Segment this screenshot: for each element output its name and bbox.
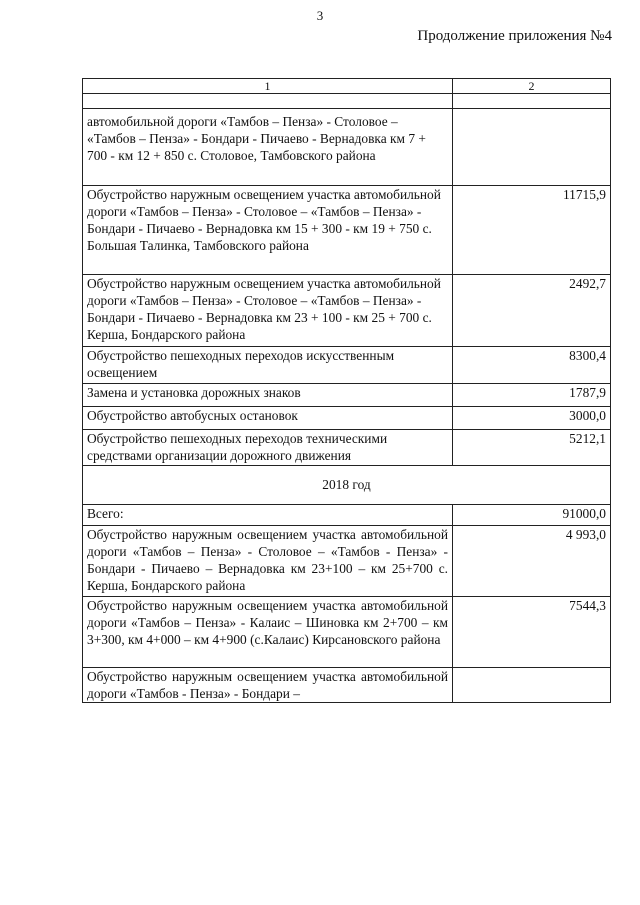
row-description: Обустройство наружным освещением участка автомобильной дороги «Тамбов – Пенза» - Столовое – «Тамбов – Пенза» - Бондари - Пичаево - Вернадовка км 23 + 100 - км 25 + 700 с. Керша, Бондарского района (83, 275, 453, 347)
table-header-row (83, 79, 611, 94)
table-row (83, 347, 611, 384)
column-header-2: 2 (453, 79, 611, 94)
row-value (453, 668, 611, 703)
row-description: Замена и установка дорожных знаков (83, 384, 453, 407)
row-description: Обустройство наружным освещением участка автомобильной дороги «Тамбов – Пенза» - Столовое – «Тамбов – Пенза» - Бондари - Пичаево - Вернадовка км 15 + 300 - км 19 + 750 с. Большая Талинка, Тамбовского района (83, 186, 453, 275)
row-value: 3000,0 (453, 407, 611, 430)
table-row (83, 407, 611, 430)
row-value: 7544,3 (453, 597, 611, 668)
row-value: 5212,1 (453, 430, 611, 466)
page-number: 3 (316, 8, 324, 23)
appendix-table (82, 78, 611, 703)
table-row (83, 526, 611, 597)
row-description: Обустройство наружным освещением участка автомобильной дороги «Тамбов – Пенза» - Столовое – «Тамбов - Пенза» - Бондари - Пичаево – Вернадовка км 23+100 – км 25+700 с. Керша, Бондарского района (83, 526, 453, 597)
row-description: Обустройство пешеходных переходов искусственным освещением (83, 347, 453, 384)
row-description: Обустройство автобусных остановок (83, 407, 453, 430)
table-spacer-row (83, 94, 611, 109)
total-label: Всего: (83, 505, 453, 526)
row-value: 1787,9 (453, 384, 611, 407)
table-row (83, 430, 611, 466)
total-value: 91000,0 (453, 505, 611, 526)
row-value: 8300,4 (453, 347, 611, 384)
row-description: Обустройство наружным освещением участка автомобильной дороги «Тамбов - Пенза» - Бондари – (83, 668, 453, 703)
table-row (83, 109, 611, 186)
row-value (453, 109, 611, 186)
appendix-continuation-label: Продолжение приложения №4 (417, 28, 612, 44)
table-row (83, 597, 611, 668)
row-value: 11715,9 (453, 186, 611, 275)
row-description: автомобильной дороги «Тамбов – Пенза» - Столовое – «Тамбов – Пенза» - Бондари - Пичаево - Вернадовка км 7 + 700 - км 12 + 850 с. Столовое, Тамбовского района (83, 109, 453, 186)
row-value: 4 993,0 (453, 526, 611, 597)
total-row (83, 505, 611, 526)
column-header-1: 1 (83, 79, 453, 94)
row-description: Обустройство наружным освещением участка автомобильной дороги «Тамбов – Пенза» - Калаис – Шиновка км 2+700 – км 3+300, км 4+000 – км 4+900 (с.Калаис) Кирсановского района (83, 597, 453, 668)
table-row (83, 275, 611, 347)
table-row (83, 384, 611, 407)
row-value: 2492,7 (453, 275, 611, 347)
row-description: Обустройство пешеходных переходов техническими средствами организации дорожного движения (83, 430, 453, 466)
year-label: 2018 год (83, 466, 611, 505)
year-row (83, 466, 611, 505)
table-row (83, 186, 611, 275)
table-row (83, 668, 611, 703)
